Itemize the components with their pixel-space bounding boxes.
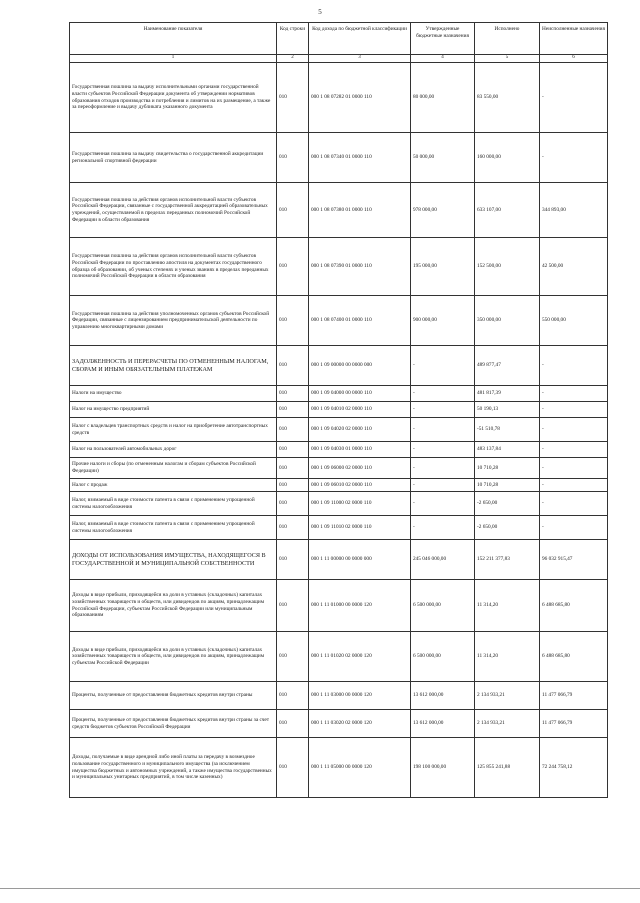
indicator-name-cell: Доходы в виде прибыли, приходящейся на доли в уставных (складочных) капиталах хозяйственных товариществ и обществ, или дивидендов по акциям, принадлежащим субъектам Российской Федерации xyxy=(70,632,277,682)
column-number: 5 xyxy=(475,55,540,63)
approved-amount-cell: - xyxy=(411,492,475,516)
budget-execution-table xyxy=(69,22,608,798)
executed-amount-cell: 152 500,00 xyxy=(475,238,540,296)
indicator-name-cell: Государственная пошлина за выдачу исполнительными органами государственной власти субъектов Российской Федерации документа об утверждении нормативов образования отходов производства и потребления и лимитов на их размещение, а также за переоформление и выдачу дубликата указанного документа xyxy=(70,63,277,133)
column-number: 4 xyxy=(411,55,475,63)
executed-amount-cell: -51 510,78 xyxy=(475,418,540,442)
header-executed: Исполнено xyxy=(475,23,540,55)
executed-amount-cell: 2 134 933,21 xyxy=(475,710,540,738)
unexecuted-amount-cell: - xyxy=(540,479,608,492)
approved-amount-cell: 6 500 000,00 xyxy=(411,580,475,632)
executed-amount-cell: -2 650,00 xyxy=(475,492,540,516)
unexecuted-amount-cell: 72 244 758,12 xyxy=(540,738,608,798)
indicator-name-cell: Доходы в виде прибыли, приходящейся на доли в уставных (складочных) капиталах хозяйственных товариществ и обществ, или дивидендов по акциям, принадлежащим Российской Федерации, субъектам Российской Федерации или муниципальным образованиям xyxy=(70,580,277,632)
executed-amount-cell: 83 550,00 xyxy=(475,63,540,133)
unexecuted-amount-cell: - xyxy=(540,492,608,516)
budget-code-cell: 000 1 11 01020 02 0000 120 xyxy=(309,632,411,682)
table-row xyxy=(70,183,608,238)
budget-code-cell: 000 1 11 05000 00 0000 120 xyxy=(309,738,411,798)
line-code-cell: 010 xyxy=(277,183,309,238)
indicator-name-cell: Налог на пользователей автомобильных дорог xyxy=(70,442,277,458)
line-code-cell: 010 xyxy=(277,682,309,710)
unexecuted-amount-cell: - xyxy=(540,442,608,458)
line-code-cell: 010 xyxy=(277,238,309,296)
budget-code-cell: 000 1 08 07340 01 0000 110 xyxy=(309,133,411,183)
indicator-name-cell: Налог, взимаемый в виде стоимости патента в связи с применением упрощенной системы налогообложения xyxy=(70,492,277,516)
table-row xyxy=(70,738,608,798)
executed-amount-cell: 50 190,13 xyxy=(475,402,540,418)
table-header-row xyxy=(70,23,608,55)
table-row xyxy=(70,346,608,386)
indicator-name-cell: Налог с продаж xyxy=(70,479,277,492)
executed-amount-cell: 160 000,00 xyxy=(475,133,540,183)
unexecuted-amount-cell: - xyxy=(540,63,608,133)
approved-amount-cell: - xyxy=(411,479,475,492)
executed-amount-cell: -2 650,00 xyxy=(475,516,540,540)
approved-amount-cell: 900 000,00 xyxy=(411,296,475,346)
header-unexecuted: Неисполненные назначения xyxy=(540,23,608,55)
executed-amount-cell: 481 817,39 xyxy=(475,386,540,402)
table-body xyxy=(70,63,608,798)
approved-amount-cell: - xyxy=(411,402,475,418)
column-number: 6 xyxy=(540,55,608,63)
budget-code-cell: 000 1 09 11010 02 0000 110 xyxy=(309,516,411,540)
line-code-cell: 010 xyxy=(277,458,309,479)
indicator-name-cell: Государственная пошлина за действия органов исполнительной власти субъектов Российской Федерации, связанные с государственной аккредитацией образовательных учреждений, осуществляемой в пределах переданных полномочий Российской Федерации в области образования xyxy=(70,183,277,238)
budget-code-cell: 000 1 08 07390 01 0000 110 xyxy=(309,238,411,296)
table-row xyxy=(70,479,608,492)
executed-amount-cell: 2 134 933,21 xyxy=(475,682,540,710)
approved-amount-cell: 245 046 000,00 xyxy=(411,540,475,580)
table-row xyxy=(70,63,608,133)
budget-code-cell: 000 1 09 11000 02 0000 110 xyxy=(309,492,411,516)
page-bottom-divider xyxy=(0,888,640,889)
budget-code-cell: 000 1 09 06010 02 0000 110 xyxy=(309,479,411,492)
unexecuted-amount-cell: - xyxy=(540,458,608,479)
budget-code-cell: 000 1 08 07400 01 0000 110 xyxy=(309,296,411,346)
unexecuted-amount-cell: 344 893,00 xyxy=(540,183,608,238)
budget-code-cell: 000 1 11 00000 00 0000 000 xyxy=(309,540,411,580)
unexecuted-amount-cell: - xyxy=(540,386,608,402)
approved-amount-cell: 198 100 000,00 xyxy=(411,738,475,798)
executed-amount-cell: 350 000,00 xyxy=(475,296,540,346)
executed-amount-cell: 11 314,20 xyxy=(475,632,540,682)
unexecuted-amount-cell: 11 477 066,79 xyxy=(540,710,608,738)
unexecuted-amount-cell: - xyxy=(540,516,608,540)
header-indicator-name: Наименование показателя xyxy=(70,23,277,55)
approved-amount-cell: 50 000,00 xyxy=(411,133,475,183)
unexecuted-amount-cell: 96 032 915,47 xyxy=(540,540,608,580)
executed-amount-cell: 483 137,84 xyxy=(475,442,540,458)
indicator-name-cell: Прочие налоги и сборы (по отмененным налогам и сборам субъектов Российской Федерации) xyxy=(70,458,277,479)
line-code-cell: 010 xyxy=(277,479,309,492)
approved-amount-cell: - xyxy=(411,516,475,540)
line-code-cell: 010 xyxy=(277,580,309,632)
line-code-cell: 010 xyxy=(277,402,309,418)
approved-amount-cell: 978 000,00 xyxy=(411,183,475,238)
line-code-cell: 010 xyxy=(277,63,309,133)
budget-code-cell: 000 1 09 04010 02 0000 110 xyxy=(309,402,411,418)
column-number-row xyxy=(70,55,608,63)
table-row xyxy=(70,682,608,710)
approved-amount-cell: - xyxy=(411,458,475,479)
indicator-name-cell: Проценты, полученные от предоставления бюджетных кредитов внутри страны за счет средств бюджетов субъектов Российской Федерации xyxy=(70,710,277,738)
table-row xyxy=(70,418,608,442)
line-code-cell: 010 xyxy=(277,386,309,402)
column-number: 1 xyxy=(70,55,277,63)
line-code-cell: 010 xyxy=(277,492,309,516)
table-row xyxy=(70,238,608,296)
executed-amount-cell: 489 877,47 xyxy=(475,346,540,386)
table-row xyxy=(70,580,608,632)
executed-amount-cell: 633 107,00 xyxy=(475,183,540,238)
indicator-name-cell: Государственная пошлина за выдачу свидетельства о государственной аккредитации региональной спортивной федерации xyxy=(70,133,277,183)
line-code-cell: 010 xyxy=(277,710,309,738)
indicator-name-cell: Налог, взимаемый в виде стоимости патента в связи с применением упрощенной системы налогообложения xyxy=(70,516,277,540)
unexecuted-amount-cell: 6 488 685,80 xyxy=(540,580,608,632)
budget-code-cell: 000 1 08 07282 01 0000 110 xyxy=(309,63,411,133)
line-code-cell: 010 xyxy=(277,442,309,458)
executed-amount-cell: 10 710,28 xyxy=(475,458,540,479)
approved-amount-cell: - xyxy=(411,386,475,402)
approved-amount-cell: 13 612 000,00 xyxy=(411,710,475,738)
table-row xyxy=(70,402,608,418)
approved-amount-cell: - xyxy=(411,442,475,458)
unexecuted-amount-cell: 11 477 066,79 xyxy=(540,682,608,710)
indicator-name-cell: Государственная пошлина за действия органов исполнительной власти субъектов Российской Федерации по проставлению апостиля на документах государственного образца об образовании, об ученых степенях и ученых званиях в пределах переданных полномочий Российской Федерации в области образования xyxy=(70,238,277,296)
budget-code-cell: 000 1 08 07380 01 0000 110 xyxy=(309,183,411,238)
header-budget-code: Код дохода по бюджетной классификации xyxy=(309,23,411,55)
unexecuted-amount-cell: - xyxy=(540,346,608,386)
budget-code-cell: 000 1 11 03000 00 0000 120 xyxy=(309,682,411,710)
table-row xyxy=(70,540,608,580)
header-approved: Утвержденные бюджетные назначения xyxy=(411,23,475,55)
line-code-cell: 010 xyxy=(277,296,309,346)
executed-amount-cell: 11 314,20 xyxy=(475,580,540,632)
approved-amount-cell: - xyxy=(411,418,475,442)
approved-amount-cell: 195 000,00 xyxy=(411,238,475,296)
approved-amount-cell: - xyxy=(411,346,475,386)
indicator-name-cell: ДОХОДЫ ОТ ИСПОЛЬЗОВАНИЯ ИМУЩЕСТВА, НАХОДЯЩЕГОСЯ В ГОСУДАРСТВЕННОЙ И МУНИЦИПАЛЬНОЙ СОБСТВЕННОСТИ xyxy=(70,540,277,580)
column-number: 2 xyxy=(277,55,309,63)
unexecuted-amount-cell: 6 488 685,80 xyxy=(540,632,608,682)
unexecuted-amount-cell: 42 500,00 xyxy=(540,238,608,296)
line-code-cell: 010 xyxy=(277,133,309,183)
unexecuted-amount-cell: - xyxy=(540,402,608,418)
budget-code-cell: 000 1 09 04020 02 0000 110 xyxy=(309,418,411,442)
table-row xyxy=(70,516,608,540)
approved-amount-cell: 13 612 000,00 xyxy=(411,682,475,710)
indicator-name-cell: Доходы, получаемые в виде арендной либо иной платы за передачу в возмездное пользование государственного и муниципального имущества (за исключением имущества бюджетных и автономных учреждений, а также имущества государственных и муниципальных унитарных предприятий, в том числе казенных) xyxy=(70,738,277,798)
budget-code-cell: 000 1 09 06000 02 0000 110 xyxy=(309,458,411,479)
indicator-name-cell: Государственная пошлина за действия уполномоченных органов субъектов Российской Федерации, связанные с лицензированием предпринимательской деятельности по управлению многоквартирными домами xyxy=(70,296,277,346)
table-row xyxy=(70,632,608,682)
executed-amount-cell: 152 211 377,83 xyxy=(475,540,540,580)
budget-code-cell: 000 1 11 03020 02 0000 120 xyxy=(309,710,411,738)
line-code-cell: 010 xyxy=(277,540,309,580)
approved-amount-cell: 6 500 000,00 xyxy=(411,632,475,682)
budget-code-cell: 000 1 11 01000 00 0000 120 xyxy=(309,580,411,632)
column-number: 3 xyxy=(309,55,411,63)
indicator-name-cell: Проценты, полученные от предоставления бюджетных кредитов внутри страны xyxy=(70,682,277,710)
line-code-cell: 010 xyxy=(277,632,309,682)
indicator-name-cell: Налог с владельцев транспортных средств и налог на приобретение автотранспортных средств xyxy=(70,418,277,442)
table-row xyxy=(70,710,608,738)
unexecuted-amount-cell: 550 000,00 xyxy=(540,296,608,346)
indicator-name-cell: Налоги на имущество xyxy=(70,386,277,402)
table-row xyxy=(70,133,608,183)
table-row xyxy=(70,296,608,346)
executed-amount-cell: 125 855 241,88 xyxy=(475,738,540,798)
indicator-name-cell: Налог на имущество предприятий xyxy=(70,402,277,418)
budget-code-cell: 000 1 09 04030 01 0000 110 xyxy=(309,442,411,458)
unexecuted-amount-cell: - xyxy=(540,418,608,442)
executed-amount-cell: 10 710,28 xyxy=(475,479,540,492)
line-code-cell: 010 xyxy=(277,738,309,798)
unexecuted-amount-cell: - xyxy=(540,133,608,183)
budget-code-cell: 000 1 09 00000 00 0000 000 xyxy=(309,346,411,386)
line-code-cell: 010 xyxy=(277,346,309,386)
line-code-cell: 010 xyxy=(277,418,309,442)
budget-code-cell: 000 1 09 04000 00 0000 110 xyxy=(309,386,411,402)
table-row xyxy=(70,492,608,516)
table-row xyxy=(70,458,608,479)
header-line-code: Код строки xyxy=(277,23,309,55)
approved-amount-cell: 80 000,00 xyxy=(411,63,475,133)
indicator-name-cell: ЗАДОЛЖЕННОСТЬ И ПЕРЕРАСЧЕТЫ ПО ОТМЕНЕННЫМ НАЛОГАМ, СБОРАМ И ИНЫМ ОБЯЗАТЕЛЬНЫМ ПЛАТЕЖАМ xyxy=(70,346,277,386)
page-number: 5 xyxy=(318,8,322,16)
line-code-cell: 010 xyxy=(277,516,309,540)
table-row xyxy=(70,442,608,458)
table-row xyxy=(70,386,608,402)
